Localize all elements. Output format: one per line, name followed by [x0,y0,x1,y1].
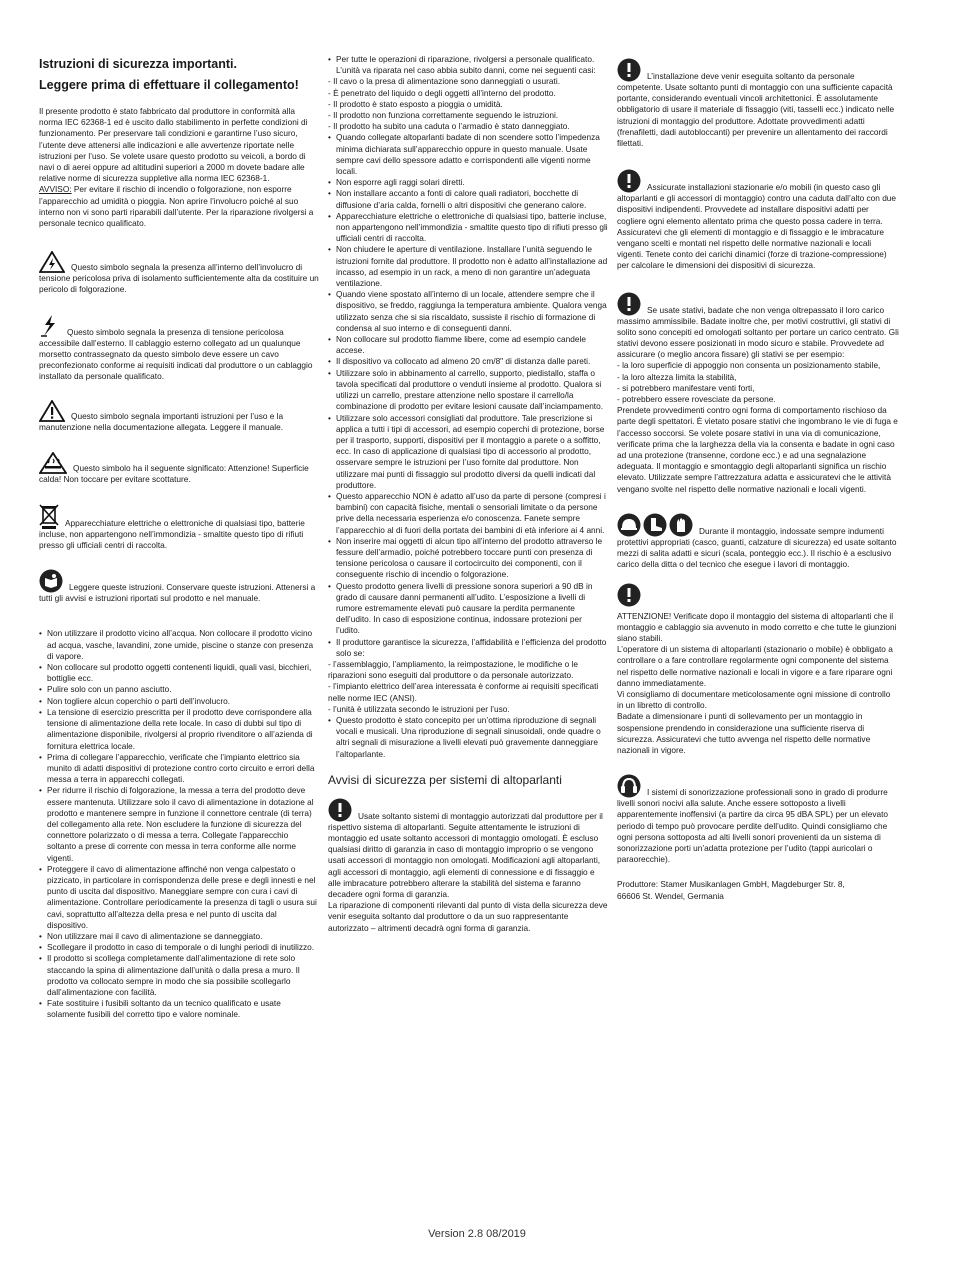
list-item: • Non collocare sul prodotto fiamme libere, come ad esempio candele accese. [328,334,608,356]
fall-protection-text: Assicurate installazioni stazionarie e/o mobili (in questo caso gli altoparlanti e gli accessori di montaggio) contro una caduta dall’alto con due dispositivi indipendenti. Provvedete ad installare dispositivi adatti per cogliere ogni elemento allentato prima che questo possa cadere in terra. Assicuratevi che gli elementi di montaggio e di fissaggio e le imbracature vengano scelti e montati nel rispetto delle normative nazionali e locali vigenti. Tenete conto dei carichi dinamici (forze di trazione-compressione) per calcolare le dimensioni dei dispositivi di sicurezza. [617,182,897,271]
stands-sub-item: - la loro superficie di appoggio non consenta un posizionamento stabile, [617,360,881,371]
sub-item: - Il prodotto ha subito una caduta o l’armadio è stato danneggiato. [328,121,570,132]
column-3 [617,54,899,902]
speaker-repair-paragraph: La riparazione di componenti rilevanti dal punto di vista della sicurezza deve venir eseguita soltanto dal produttore o da un suo rappresentante autorizzato – altrimenti decadrà ogni forma di garanzia. [328,900,608,933]
read-manual-icon [39,569,63,593]
column-1 [39,54,319,1021]
exclamation-warning-icon [39,400,65,422]
symbol-read-paragraph [39,569,319,604]
symbol-live-paragraph [39,314,319,383]
symbol-hot-paragraph [39,452,319,485]
hot-surface-icon [39,452,67,474]
intro-paragraph: Il presente prodotto è stato fabbricato dal produttore in conformità alla norma IEC 62368-1 ed è uscito dallo stabilimento in perfette condizioni di funzionamento. Per preservare tali condizioni e garantirne l’uso sicuro, l’utente deve attenersi alle indicazioni e alle avvertenze riportate nelle istruzioni per l’uso. Se volete usare questo prodotto su veicoli, a bordo di navi o di aerei oppure ad altitudini superiori a 2000 m dovete badare alle relative norme di sicurezza suppletive alla norma IEC 62368-1. [39,106,308,184]
fall-protection-paragraph [617,169,899,271]
sub-item: - l’impianto elettrico dell’area interessata è conforme ai requisiti specificati nelle norme IEC (ANSI). [328,681,599,703]
sub-item: - Il cavo o la presa di alimentazione sono danneggiati o usurati. [328,76,560,87]
installation-paragraph [617,58,899,149]
list-item: • La tensione di esercizio prescritta per il prodotto deve corrispondere alla tensione di alimentazione della rete locale. In caso di dubbi sul tipo di alimentazione disponibile, rivolgersi al proprio rivenditore o all’azienda di fornitura elettrica locale. [39,707,319,752]
list-item: • Non chiudere le aperture di ventilazione. Installare l’unità seguendo le istruzioni fornite dal produttore. Il prodotto non è adatto all’installazione ad incasso, ad esempio in un rack, a meno di non garantire un’adeguata ventilazione. [328,244,608,289]
attention-paragraph: ATTENZIONE! Verificate dopo il montaggio del sistema di altoparlanti che il montaggio e cablaggio sia avvenuto in modo corretto e che tutte le giunzioni siano stabili. [617,610,897,643]
list-item: • Il dispositivo va collocato ad almeno 20 cm/8" di distanza dalle pareti. [328,356,608,367]
speaker-mounting-text: Usate soltanto sistemi di montaggio autorizzati dal produttore per il rispettivo sistema di altoparlanti. Seguite attentamente le istruzioni di montaggio ed usate soltanto accessori di montaggio omologati. È escluso qualsiasi diritto di garanzia in caso di montaggio improprio o se vengono usati accessori di montaggio non omologati. Modificazioni agli altoparlanti, agli accessori di montaggio, agli elementi di connessione e di fissaggio e alle imbracature potrebbero alterare la stabilità del sistema e faranno decadere ogni forma di garanzia. [328,810,603,900]
list-item: • Non collocare sul prodotto oggetti contenenti liquidi, quali vasi, bicchieri, bottiglie ecc. [39,662,319,684]
avviso-paragraph [39,184,319,229]
exclamation-circle-icon [617,583,641,607]
symbol-live-text: Questo simbolo segnala la presenza di tensione pericolosa accessibile dall’esterno. Il cablaggio esterno collegato ad un qualunque morsetto contrassegnato da questo simbolo deve essere un cavo preconfezionato conforme ai requisiti indicati dal produttore o un cablaggio installato da personale qualificato. [39,326,313,382]
list-item: • Proteggere il cavo di alimentazione affinché non venga calpestato o pizzicato, in particolare in corrispondenza delle prese e degli innesti e nel punto di uscita dal dispositivo. Maneggiare sempre con cura i cavi di alimentazione. Controllare periodicamente la presenza di tagli o usura sui cavi, soprattutto all’altezza della presa e nel punto di uscita dal dispositivo. [39,864,319,931]
safety-bullet-list-2 [328,54,608,760]
list-item: • Il prodotto si scollega completamente dall’alimentazione di rete solo staccando la spina di alimentazione dall’unità o dalla presa a muro. Il prodotto va collocato sempre in modo che sia possibile scollegarlo dall’alimentazione con facilità. [39,953,319,998]
list-item: • Questo apparecchio NON è adatto all’uso da parte di persone (compresi i bambini) con capacità fisiche, mentali o sensoriali limitate o da persone prive della necessaria esperienza e/o conoscenza. Fanete sempre l’apparecchio al di fuori della portata dei bambini di età inferiore ai 4 anni. [328,491,608,536]
stands-sub-item: - la loro altezza limita la stabilità, [617,371,737,382]
protective-gear-text: Durante il montaggio, indossate sempre indumenti protettivi appropriati (casco, guanti, calzature di sicurezza) ed usate soltanto mezzi di salita adatti e sicuri (scala, ponteggio ecc.). Il rischio è a esclusivo carico della ditta o del tecnico che esegue i lavori di montaggio. [617,525,897,570]
hoist-points-paragraph: Badate a dimensionare i punti di sollevamento per un montaggio in sospensione prendendo in considerazione una sufficiente riserva di sicurezza. Assicuratevi che tutto avvenga nel rispetto delle normative nazionali in vigore. [617,711,871,755]
sub-item: - l’unità è utilizzata secondo le istruzioni per l’uso. [328,703,510,714]
sub-item: - È penetrato del liquido o degli oggetti all’interno del prodotto. [328,87,556,98]
exclamation-circle-icon [617,169,641,193]
boot-icon [643,513,667,537]
list-item: • Non esporre agli raggi solari diretti. [328,177,608,188]
safety-bullet-list [39,628,319,1020]
stands-text: Se usate stativi, badate che non venga oltrepassato il loro carico massimo ammissibile. Badate inoltre che, per motivi costruttivi, gli stativi di solito sono concepiti ed omologati soltanto per portare un carico centrato. Gli stativi devono essere posizionati in modo sicuro e stabile. Provvedete ad assicurare (o meglio ancora fissare) gli stativi se per esempio: [617,304,899,360]
list-item: • Il produttore garantisce la sicurezza, l’affidabilità e l’efficienza del prodotto solo se: [328,637,608,659]
list-item: • Non inserire mai oggetti di alcun tipo all’interno del prodotto attraverso le fessure dell’armadio, poiché potrebbero toccare punti con presenza di tensione pericolosa o causare il cortocircuito dei componenti, con il conseguente rischio di incendio o folgorazione. [328,536,608,581]
documentation-paragraph: Vi consigliamo di documentare meticolosamente ogni missione di controllo in un libretto di controllo. [617,688,891,711]
title-line-2: Leggere prima di effettuare il collegamento! [39,78,299,92]
list-item: • Non togliere alcun coperchio o parti dell’involucro. [39,696,319,707]
weee-bin-icon [39,503,59,529]
list-item: • Per tutte le operazioni di riparazione, rivolgersi a personale qualificato. L’unità va riparata nel caso abbia subito danni, come nei seguenti casi: [328,54,608,76]
stands-sub-item: - potrebbero essere rovesciate da persone. [617,394,776,405]
avviso-label: AVVISO: [39,184,72,195]
glove-icon [669,513,693,537]
exclamation-circle-icon [617,292,641,316]
manufacturer-line-2: 66606 St. Wendel, Germania [617,890,724,901]
list-item: • Questo prodotto è stato concepito per un’ottima riproduzione di segnali vocali e musicali. Una riproduzione di segnali sinusoidali, onde quadre o altri segnali di misurazione a livelli elevati può gravemente danneggiare l’altoparlante. [328,715,608,760]
symbol-exclaim-text: Questo simbolo segnala importanti istruzioni per l’uso e la manutenzione nella documentazione allegata. Leggere il manuale. [39,411,284,433]
version-footer: Version 2.8 08/2019 [428,1228,526,1240]
column-2 [328,54,608,934]
symbol-lightning-paragraph [39,251,319,295]
exclamation-circle-icon [617,58,641,82]
list-item: • Non installare accanto a fonti di calore quali radiatori, bocchette di diffusione d’aria calda, fornelli o altri dispositivi che generano calore. [328,188,608,210]
list-item: • Scollegare il prodotto in caso di temporale o di lunghi periodi di inutilizzo. [39,942,319,953]
list-item: • Non utilizzare mai il cavo di alimentazione se danneggiato. [39,931,319,942]
protective-gear-paragraph [617,513,899,571]
symbol-exclaim-paragraph [39,400,319,433]
symbol-weee-text: Apparecchiature elettriche o elettroniche di qualsiasi tipo, batterie incluse, non appartengono nell’immondizia - smaltite questo tipo di rifiuti presso gli ufficiali centri di raccolta. [39,517,305,551]
stands-sub-item: - si potrebbero manifestare venti forti, [617,382,755,393]
list-item: • Pulire solo con un panno asciutto. [39,684,319,695]
list-item: • Apparecchiature elettriche o elettroniche di qualsiasi tipo, batterie incluse, non appartengono nell’immondizia - smaltite questo tipo di rifiuti presso gli ufficiali centri di raccolta. [328,211,608,245]
avviso-text: Per evitare il rischio di incendio o folgorazione, non esporre l’apparecchio ad umidità o pioggia. Non aprire l’involucro poiché al suo interno non vi sono parti riparabili dall’utente. Per la riparazione rivolgersi a personale tecnico qualificato. [39,184,314,229]
list-item: • Questo prodotto genera livelli di pressione sonora superiori a 90 dB in grado di causare danni permanenti all’udito. L’esposizione a livelli di rumore estremamente elevati può causare la perdita permanente dell’udito. In caso di esposizione continua, indossare protezioni per l’udito. [328,581,608,637]
speaker-mounting-paragraph [328,798,608,900]
sub-item: - Il prodotto è stato esposto a pioggia o umidità. [328,98,503,109]
exclamation-circle-icon [328,798,352,822]
symbol-weee-paragraph [39,503,319,551]
installation-text: L’installazione deve venir eseguita soltanto da personale competente. Usate soltanto punti di montaggio con una sufficiente capacità portante, considerando eventuali vincoli architettonici. È assolutamente obbligatorio di usare il materiale di fissaggio (viti, tasselli ecc.) indicato nelle istruzioni di montaggio del produttore. Adottate provvedimenti adatti (frenafiletti, dadi autobloccanti) per prevenire un allentamento dei raccordi filettati. [617,70,895,149]
hearing-text: I sistemi di sonorizzazione professionali sono in grado di produrre livelli sonori nocivi alla salute. Anche essere sottoposto a livelli apparentemente inoffensivi (a partire da circa 95 dBA SPL) per un elevato periodo di tempo può provocare perdite dell’udito. Quindi consigliamo che ogni persona sottoposta ad alti livelli sonori provenienti da un sistema di sonorizzazione porti un’adatta protezione per l’udito (tappi auricolari o paraorecchie). [617,786,889,865]
list-item: • Quando viene spostato all’interno di un locale, attendere sempre che il dispositivo, se freddo, raggiunga la temperatura ambiente. Qualora venga utilizzato senza che si sia riscaldato, sussiste il rischio di formazione di condensa al suo interno e di conseguenti danni. [328,289,608,334]
list-item: • Per ridurre il rischio di folgorazione, la messa a terra del prodotto deve essere mantenuta. Utilizzare solo il cavo di alimentazione in dotazione al prodotto e mantenere sempre in funzione il connettore centrale (di terra) del collegamento alla rete. Non escludere la funzione di sicurezza del connettore polarizzato o di messa a terra. Collegate l’apparecchio soltanto a prese di corrente con messa in terra conforme alle norme vigenti. [39,785,319,863]
sub-item: - l’assemblaggio, l’ampliamento, la reimpostazione, le modifiche o le riparazioni sono eseguiti dal produttore o da personale autorizzato. [328,658,578,681]
page-title [39,54,319,96]
speaker-safety-heading: Avvisi di sicurezza per sistemi di altoparlanti [328,772,562,787]
list-item: • Utilizzare solo in abbinamento al carrello, supporto, piedistallo, staffa o tavola specificati dal produttore o venduti insieme al prodotto. Qualora si utilizzi un carrello, prestare attenzione nello spostare il carrello/la combinazione di prodotto per evitare lesioni causate dall’inciampamento. [328,368,608,413]
stands-paragraph [617,292,899,361]
list-item: • Utilizzare solo accessori consigliati dal produttore. Tale prescrizione si applica a tutti i tipi di accessori, ad esempio coperchi di protezione, borse per il trasporto, supporti, dispositivi per il montaggio a parete o a soffitto, ecc. In caso di applicazione di qualsiasi tipo di accessorio al prodotto, osservare sempre le istruzioni per l’uso fornite dal produttore. Non utilizzare mai punti di fissaggio sul prodotto diversi da quelli indicati dal produttore. [328,413,608,491]
sub-item: - Il prodotto non funziona correttamente seguendo le istruzioni. [328,110,559,121]
list-item: • Non utilizzare il prodotto vicino all’acqua. Non collocare il prodotto vicino ad acqua, vasche, lavandini, zone umide, piscine o stanze con presenza di vapore. [39,628,319,662]
symbol-hot-text: Questo simbolo ha il seguente significato: Attenzione! Superficie calda! Non toccare per evitare scottature. [39,462,309,484]
list-item: • Fate sostituire i fusibili soltanto da un tecnico qualificato e usate solamente fusibili del corretto tipo e valore nominale. [39,998,319,1020]
operator-paragraph: L’operatore di un sistema di altoparlanti (stazionario o mobile) è obbligato a controllare o a fare controllare regolarmente ogni componente del sistema nel rispetto delle normative nazionali e locali in vigore e a fare riparare ogni danno immediatamente. [617,644,893,688]
manufacturer-line-1: Produttore: Stamer Musikanlagen GmbH, Magdeburger Str. 8, [617,879,845,890]
symbol-read-text: Leggere queste istruzioni. Conservare queste istruzioni. Attenersi a tutti gli avvisi e istruzioni riportati sul prodotto e nel manuale. [39,582,316,604]
list-item: • Prima di collegare l’apparecchio, verificate che l’impianto elettrico sia munito di adatti dispositivi di protezione contro corto circuito e errori della messa a terra in apparecchi collegati. [39,752,319,786]
list-item: • Quando collegate altoparlanti badate di non scendere sotto l’impedenza minima dichiarata sull’apparecchio oppure in questo manuale. Usate sempre cavi dello spessore adatto e corrispondenti alle vigenti norme locali. [328,132,608,177]
hearing-paragraph [617,774,899,865]
symbol-lightning-text: Questo simbolo segnala la presenza all’interno dell’involucro di tensione pericolosa priva di isolamento sufficientemente alta da costituire un pericolo di folgorazione. [39,262,319,295]
title-line-1: Istruzioni di sicurezza importanti. [39,57,237,71]
attention-icon-wrapper [617,583,899,607]
ear-protection-icon [617,774,641,798]
lightning-warning-icon [39,251,65,273]
live-terminal-icon [39,314,61,338]
stands-end-paragraph: Prendete provvedimenti contro ogni forma di comportamento rischioso da parte degli spettatori. È vietato posare stativi che ingombrano le vie di fuga e l’accesso soccorsi. Se volete posare stativi in una via di comunicazione, verificate prima che la larghezza della via la consenta e badate in ogni caso ad una protezione (transenne, cordone ecc.) e ad una segnalazione adeguata. Il montaggio e smontaggio degli altoparlanti significa un rischio elevato. Utilizzate sempre l’attrezzatura adatta e assicuratevi che le attività vengano svolte nel rispetto delle normative nazionali e locali vigenti. [617,405,898,494]
helmet-icon [617,513,641,537]
